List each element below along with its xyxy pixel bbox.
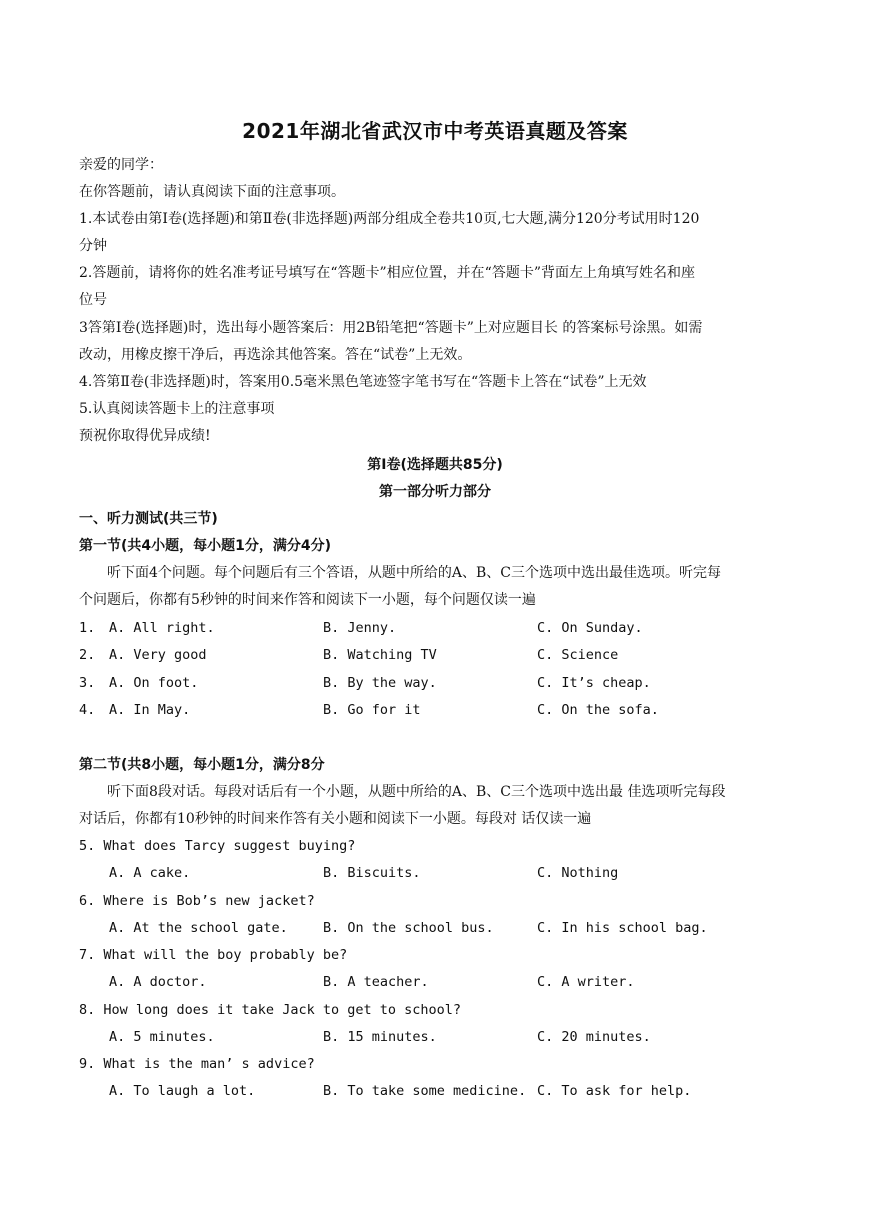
option-a: A. A cake. (109, 865, 191, 881)
intro-greeting: 亲爱的同学： (79, 157, 163, 173)
option-b: B. Go for it (323, 702, 421, 718)
question-row (79, 1081, 791, 1101)
question-row (79, 863, 791, 883)
intro-rule-3: 3答第Ⅰ卷(选择题)时，选出每小题答案后：用2B铅笔把“答题卡”上对应题目长 的答案标号涂黑。如需 (79, 320, 703, 336)
s2-heading: 第二节(共8小题，每小题1分，满分8分 (79, 757, 325, 773)
option-b: B. Biscuits. (323, 865, 421, 881)
question-row (79, 972, 791, 992)
intro-rule-5: 5.认真阅读答题卡上的注意事项 (79, 401, 275, 417)
question-row (79, 618, 791, 638)
s2-instruction: 听下面8段对话。每段对话后有一个小题，从题中所给的A、B、C三个选项中选出最 佳选项听完每段 (107, 784, 726, 800)
option-c: C. In his school bag. (537, 920, 708, 936)
option-b: B. Jenny. (323, 620, 397, 636)
option-b: B. 15 minutes. (323, 1029, 437, 1045)
question-text: 6. Where is Bob’s new jacket? (79, 893, 315, 909)
s1-heading: 第一节(共4小题，每小题1分，满分4分) (79, 538, 332, 554)
option-a: A. To laugh a lot. (109, 1083, 256, 1099)
option-b: B. On the school bus. (323, 920, 494, 936)
option-c: C. To ask for help. (537, 1083, 692, 1099)
option-c: C. Nothing (537, 865, 619, 881)
intro-wish: 预祝你取得优异成绩! (79, 428, 211, 444)
option-c: C. 20 minutes. (537, 1029, 651, 1045)
question-row (79, 700, 791, 720)
option-c: C. On Sunday. (537, 620, 643, 636)
intro-rule-2-cont: 位号 (79, 292, 107, 308)
question-text: 9. What is the man’ s advice? (79, 1056, 315, 1072)
option-b: B. Watching TV (323, 647, 437, 663)
option-b: B. By the way. (323, 675, 437, 691)
question-text: 8. How long does it take Jack to get to school? (79, 1002, 462, 1018)
listening-heading: 第一部分听力部分 (379, 484, 491, 500)
question-row (79, 645, 791, 665)
option-b: B. A teacher. (323, 974, 429, 990)
intro-rule-1-cont: 分钟 (79, 238, 107, 254)
option-b: B. To take some medicine. (323, 1083, 527, 1099)
s2-instruction-cont: 对话后，你都有10秒钟的时间来作答有关小题和阅读下一小题。每段对 话仅读一遍 (79, 811, 592, 827)
intro-rule-4: 4.答第Ⅱ卷(非选择题)时，答案用0.5毫米黑色笔迹签字笔书写在“答题卡上答在“试卷”上无效 (79, 374, 647, 390)
section-title: 一、听力测试(共三节) (79, 511, 218, 527)
question-row (79, 673, 791, 693)
option-c: C. Science (537, 647, 619, 663)
question-number: 4. (79, 702, 96, 718)
option-c: C. It’s cheap. (537, 675, 651, 691)
option-a: A. All right. (109, 620, 215, 636)
option-a: A. On foot. (109, 675, 199, 691)
s1-instruction: 听下面4个问题。每个问题后有三个答语，从题中所给的A、B、C三个选项中选出最佳选项。听完每 (107, 565, 722, 581)
question-text: 7. What will the boy probably be? (79, 947, 348, 963)
option-a: A. Very good (109, 647, 207, 663)
question-number: 3. (79, 675, 96, 691)
intro-notice: 在你答题前，请认真阅读下面的注意事项。 (79, 184, 345, 200)
option-c: C. On the sofa. (537, 702, 659, 718)
page-title: 2021年湖北省武汉市中考英语真题及答案 (242, 119, 628, 143)
part1-heading: 第Ⅰ卷(选择题共85分) (367, 457, 503, 473)
question-text: 5. What does Tarcy suggest buying? (79, 838, 356, 854)
option-a: A. At the school gate. (109, 920, 288, 936)
intro-rule-1: 1.本试卷由第Ⅰ卷(选择题)和第Ⅱ卷(非选择题)两部分组成全卷共10页,七大题,满分120分考试用时120 (79, 211, 700, 227)
option-a: A. A doctor. (109, 974, 207, 990)
option-a: A. 5 minutes. (109, 1029, 215, 1045)
option-a: A. In May. (109, 702, 191, 718)
question-number: 2. (79, 647, 96, 663)
option-c: C. A writer. (537, 974, 635, 990)
question-number: 1. (79, 620, 96, 636)
s1-instruction-cont: 个问题后，你都有5秒钟的时间来作答和阅读下一小题，每个问题仅读一遍 (79, 592, 536, 608)
question-row (79, 918, 791, 938)
intro-rule-2: 2.答题前，请将你的姓名准考证号填写在“答题卡”相应位置，并在“答题卡”背面左上角填写姓名和座 (79, 265, 695, 281)
intro-rule-3-cont: 改动，用橡皮擦干净后，再选涂其他答案。答在“试卷”上无效。 (79, 347, 472, 363)
question-row (79, 1027, 791, 1047)
